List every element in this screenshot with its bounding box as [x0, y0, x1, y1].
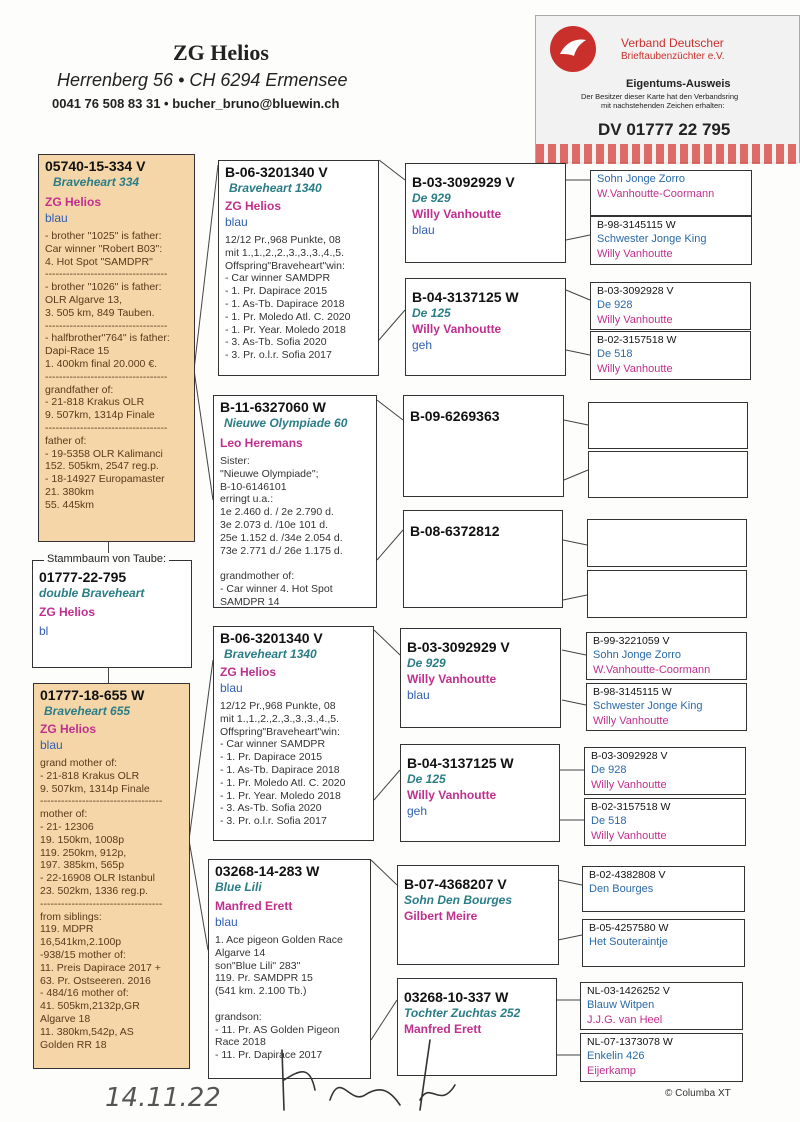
card-text-2: mit nachstehenden Zeichen erhalten:	[601, 101, 725, 110]
performance-notes: 12/12 Pr.,968 Punkte, 08 mit 1.,1.,2.,2.,3.,3.,3.,4.,5. Offspring"Braveheart"win: - Car winner SAMDPR - 1. Pr. Dapirace 2015 - 1. As-Tb. Dapirace 2018 - 1. Pr. Moledo Atl. C. 2020 - 1. Pr. Year. Moledo 2018 - 3. As-Tb. Sofia 2020 - 3. Pr. o.l.r. Sofia 2017	[225, 234, 351, 362]
org-line2: Brieftaubenzüchter e.V.	[621, 51, 725, 62]
pedigree-mf	[213, 626, 374, 841]
pedigree-g4	[580, 1033, 743, 1082]
pigeon-name: De 928	[591, 764, 627, 776]
pedigree-g4	[586, 632, 747, 680]
pigeon-name: Braveheart 1340	[229, 181, 322, 195]
pedigree-g4	[582, 919, 745, 967]
owner-name: Willy Vanhoutte	[597, 248, 673, 260]
pedigree-mother	[33, 683, 190, 1069]
owner-name: Willy Vanhoutte	[597, 314, 673, 326]
ring-number: B-03-3092929 V	[412, 174, 515, 190]
pigeon-name: De 518	[591, 815, 627, 827]
owner-name: Willy Vanhoutte	[593, 715, 669, 727]
copyright: © Columba XT	[665, 1088, 731, 1099]
pigeon-name: De 125	[412, 306, 451, 320]
owner-name: Leo Heremans	[220, 436, 303, 450]
pedigree-g3	[400, 744, 560, 842]
owner-name: Willy Vanhoutte	[407, 672, 497, 686]
pedigree-g4	[590, 282, 751, 330]
owner-name: ZG Helios	[39, 605, 96, 619]
owner-name: Willy Vanhoutte	[597, 363, 673, 375]
pedigree-g3	[403, 395, 564, 497]
pedigree-subject	[32, 560, 192, 668]
pedigree-ff	[218, 160, 379, 376]
pigeon-name: De 125	[407, 772, 446, 786]
pigeon-name: Den Bourges	[589, 883, 654, 895]
ring-number: 01777-18-655 W	[40, 687, 145, 703]
ring-number: B-99-3221059 V	[593, 635, 670, 647]
pedigree-g4	[588, 402, 748, 449]
ring-number: B-04-3137125 W	[412, 289, 519, 305]
ring-number: B-03-3092928 V	[591, 750, 668, 762]
pedigree-father	[38, 154, 195, 542]
ring-number: B-03-3092929 V	[407, 639, 510, 655]
ring-number: B-04-3137125 W	[407, 755, 514, 771]
ring-number: 03268-14-283 W	[215, 863, 320, 879]
pedigree-g3	[405, 163, 566, 263]
owner-name: W.Vanhoutte-Coormann	[593, 664, 711, 676]
ring-number: B-06-3201340 V	[220, 630, 323, 646]
owner-name: ZG Helios	[45, 195, 102, 209]
ring-number: B-08-6372812	[410, 523, 500, 539]
pigeon-color: blau	[407, 688, 430, 702]
page-title: ZG Helios	[173, 40, 269, 65]
performance-notes: 1. Ace pigeon Golden Race Algarve 14 son"Blue Lili" 283" 119. Pr. SAMDPR 15 (541 km. 2.100 Tb.) grandson: - 11. Pr. AS Golden Pigeon Race 2018 - 11. Pr. Dapirace 2017	[215, 934, 343, 1062]
owner-name: Willy Vanhoutte	[412, 207, 502, 221]
contact-line: 0041 76 508 83 31 • bucher_bruno@bluewin.ch	[52, 96, 340, 111]
performance-notes: - brother "1025" is father: Car winner "Robert B03": 4. Hot Spot "SAMDPR" ----------------------------------- - brother "1026" is father: OLR Algarve 13, 3. 505 km, 849 Tauben. ----------------------------------- - halfbrother"764" is father: Dapi-Race 15 1. 400km final 20.000 €. ----------------------------------- grandfather of: - 21-818 Krakus OLR 9. 507km, 1314p Finale ----------------------------------- father of: - 19-5358 OLR Kalimanci 152. 505km, 2547 reg.p. - 18-14927 Europamaster 21. 380km 55. 445km	[45, 230, 170, 511]
pigeon-name: De 929	[407, 656, 446, 670]
pedigree-g4	[586, 683, 747, 731]
pedigree-g4	[580, 982, 743, 1030]
pedigree-g3	[397, 865, 559, 965]
pigeon-color: blau	[215, 915, 238, 929]
ring-number: B-09-6269363	[410, 408, 500, 424]
ring-number: 05740-15-334 V	[45, 158, 146, 174]
ring-number: B-02-4382808 V	[589, 869, 666, 881]
pigeon-color: bl	[39, 624, 49, 638]
pigeon-color: blau	[220, 681, 243, 695]
pedigree-g4	[588, 451, 748, 498]
ring-number: B-98-3145115 W	[597, 219, 676, 231]
pigeon-name: Braveheart 334	[53, 175, 140, 189]
ring-number: 03268-10-337 W	[404, 989, 509, 1005]
ring-number: B-98-3145115 W	[593, 686, 672, 698]
owner-name: Eijerkamp	[587, 1065, 636, 1077]
pigeon-name: Sohn Den Bourges	[404, 893, 513, 907]
pigeon-name: De 928	[597, 299, 633, 311]
ring-number: B-02-3157518 W	[591, 801, 671, 813]
ring-number: B-05-4257580 W	[589, 922, 669, 934]
ring-number: NL-03-1426252 V	[587, 985, 670, 997]
pedigree-g4	[584, 747, 746, 795]
pigeon-color: blau	[412, 223, 435, 237]
org-line1: Verband Deutscher	[621, 36, 724, 50]
pedigree-g3	[400, 628, 561, 728]
pigeon-name: Nieuwe Olympiade 60	[224, 416, 348, 430]
pigeon-name: De 518	[597, 348, 633, 360]
pigeon-name: double Braveheart	[39, 586, 145, 600]
owner-name: Willy Vanhoutte	[412, 322, 502, 336]
pigeon-name: Het Souteraintje	[589, 936, 668, 948]
performance-notes: 12/12 Pr.,968 Punkte, 08 mit 1.,1.,2.,2.,3.,3.,3.,4.,5. Offspring"Braveheart"win: - Car winner SAMDPR - 1. Pr. Dapirace 2015 - 1. As-Tb. Dapirace 2018 - 1. Pr. Moledo Atl. C. 2020 - 1. Pr. Year. Moledo 2018 - 3. As-Tb. Sofia 2020 - 3. Pr. o.l.r. Sofia 2017	[220, 700, 346, 828]
pigeon-name: De 929	[412, 191, 451, 205]
card-ring-number: DV 01777 22 795	[598, 120, 731, 139]
owner-name: Willy Vanhoutte	[591, 830, 667, 842]
owner-name: Manfred Erett	[215, 899, 293, 913]
pigeon-name: Blue Lili	[215, 880, 262, 894]
owner-name: ZG Helios	[40, 722, 97, 736]
pigeon-name: Schwester Jonge King	[593, 700, 703, 712]
pigeon-name: Braveheart 1340	[224, 647, 317, 661]
pedigree-g4	[590, 331, 751, 380]
signature	[270, 1010, 470, 1120]
pigeon-color: geh	[407, 804, 428, 818]
ring-number: B-06-3201340 V	[225, 164, 328, 180]
ring-number: B-07-4368207 V	[404, 876, 507, 892]
pedigree-g3	[403, 510, 563, 608]
card-title: Eigentums-Ausweis	[626, 78, 731, 90]
owner-name: Willy Vanhoutte	[591, 779, 667, 791]
owner-name: ZG Helios	[220, 665, 277, 679]
owner-name: ZG Helios	[225, 199, 282, 213]
ring-number: B-03-3092928 V	[597, 285, 674, 297]
pigeon-name: Schwester Jonge King	[597, 233, 707, 245]
pigeon-color: blau	[225, 215, 248, 229]
pedigree-g4	[590, 216, 752, 265]
ring-number: B-02-3157518 W	[597, 334, 677, 346]
pedigree-fm	[213, 395, 377, 608]
ring-number: NL-07-1373078 W	[587, 1036, 673, 1048]
performance-notes: grand mother of: - 21-818 Krakus OLR 9. 507km, 1314p Finale ----------------------------------- mother of: - 21- 12306 19. 150km, 1008p 119. 250km, 912p, 197. 385km, 565p - 22-16908 OLR Istanbul 23. 502km, 1336 reg.p. ----------------------------------- from siblings: 119. MDPR 16,541km,2.100p -938/15 mother of: 11. Preis Dapirace 2017 + 63. Pr. Ostseeren. 2016 - 484/16 mother of: 41. 505km,2132p,GR Algarve 18 11. 380km,542p, AS Golden RR 18	[40, 757, 163, 1051]
pedigree-g4	[587, 519, 747, 567]
pedigree-g4	[584, 798, 746, 846]
handwritten-date: 14.11.22	[105, 1083, 221, 1113]
address: Herrenberg 56 • CH 6294 Ermensee	[57, 70, 348, 90]
pigeon-color: blau	[40, 738, 63, 752]
pigeon-name: Sohn Jonge Zorro	[593, 649, 682, 661]
pigeon-name: Tochter Zuchtas 252	[404, 1006, 521, 1020]
pedigree-g3	[405, 278, 566, 376]
pedigree-g4	[582, 866, 745, 912]
pigeon-color: blau	[45, 211, 68, 225]
ring-number: B-11-6327060 W	[220, 399, 326, 415]
pigeon-name: Blauw Witpen	[587, 999, 655, 1011]
pedigree-g4	[587, 570, 747, 618]
pigeon-name: Enkelin 426	[587, 1050, 645, 1062]
pedigree-g4	[590, 170, 752, 216]
pigeon-color: geh	[412, 338, 433, 352]
pigeon-name: Sohn Jonge Zorro	[597, 173, 686, 185]
subject-label: Stammbaum von Taube:	[44, 553, 169, 565]
owner-name: J.J.G. van Heel	[587, 1014, 663, 1026]
pigeon-name: Braveheart 655	[44, 704, 131, 718]
ring-number: 01777-22-795	[39, 569, 127, 585]
owner-name: W.Vanhoutte-Coormann	[597, 188, 715, 200]
owner-name: Manfred Erett	[404, 1022, 482, 1036]
owner-name: Willy Vanhoutte	[407, 788, 497, 802]
owner-name: Gilbert Meire	[404, 909, 478, 923]
card-text-1: Der Besitzer dieser Karte hat den Verbandsring	[581, 92, 739, 101]
performance-notes: Sister: "Nieuwe Olympiade"; B-10-6146101 erringt u.a.: 1e 2.460 d. / 2e 2.790 d. 3e 2.073 d. /10e 101 d. 25e 1.152 d. /34e 2.054 d. 73e 2.771 d./ 26e 1.175 d. grandmother of: - Car winner 4. Hot Spot SAMDPR 14	[220, 455, 343, 608]
